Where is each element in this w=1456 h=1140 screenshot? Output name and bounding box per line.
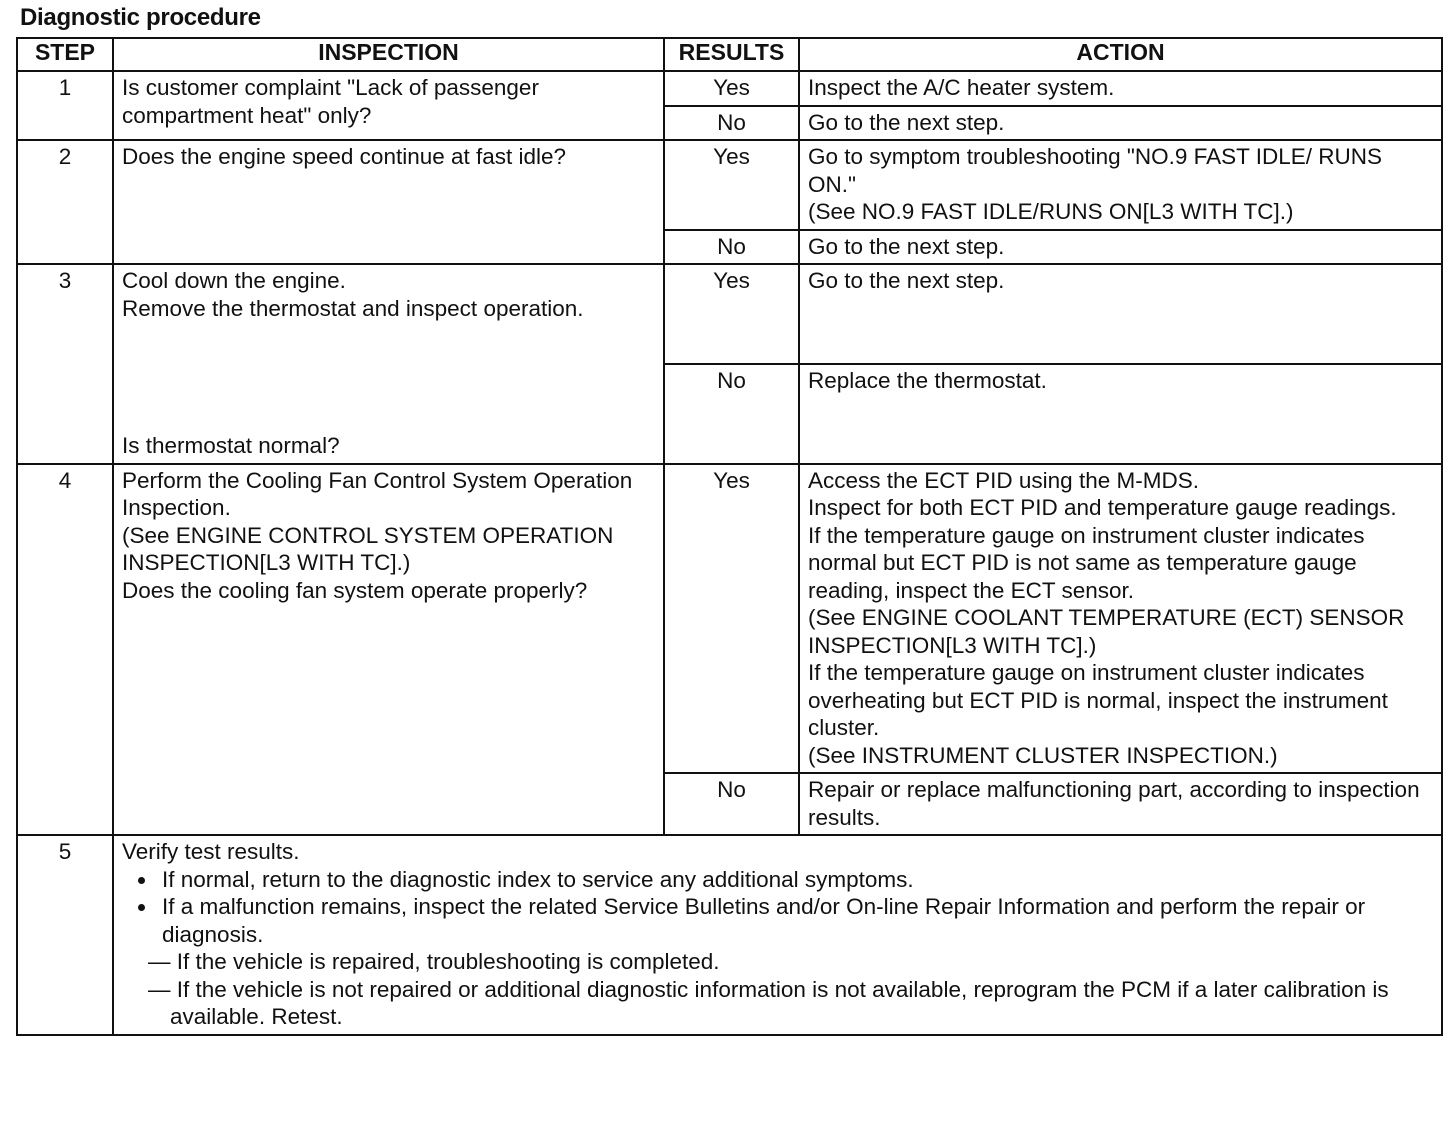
result-yes: Yes bbox=[664, 264, 799, 364]
verify-intro: Verify test results. bbox=[122, 839, 300, 864]
header-action: ACTION bbox=[799, 38, 1442, 71]
action-line: If the temperature gauge on instrument cluster indicates normal but ECT PID is not same as temperature gauge reading, inspect the ECT sensor. bbox=[808, 522, 1365, 603]
table-row bbox=[17, 71, 1442, 106]
inspection-line: Remove the thermostat and inspect operation. bbox=[122, 295, 584, 321]
list-item: • If normal, return to the diagnostic index to service any additional symptoms. bbox=[158, 866, 1433, 894]
action-cell bbox=[799, 140, 1442, 230]
verify-bullet-list bbox=[122, 866, 1433, 949]
table-row bbox=[17, 464, 1442, 774]
step-number: 3 bbox=[17, 264, 113, 464]
inspection-cell: Is customer complaint "Lack of passenger compartment heat" only? bbox=[113, 71, 664, 140]
step-number: 2 bbox=[17, 140, 113, 264]
inspection-line: Perform the Cooling Fan Control System Operation Inspection. bbox=[122, 467, 633, 520]
result-yes: Yes bbox=[664, 140, 799, 230]
action-line: Access the ECT PID using the M-MDS. bbox=[808, 467, 1199, 493]
header-row bbox=[17, 38, 1442, 71]
header-results: RESULTS bbox=[664, 38, 799, 71]
result-yes: Yes bbox=[664, 464, 799, 774]
page-title: Diagnostic procedure bbox=[20, 4, 261, 31]
inspection-cell bbox=[113, 464, 664, 836]
action-line: Inspect for both ECT PID and temperature gauge readings. bbox=[808, 495, 1397, 520]
action-line: Go to symptom troubleshooting "NO.9 FAST IDLE/ RUNS ON." bbox=[808, 144, 1383, 197]
action-cell: Inspect the A/C heater system. bbox=[799, 71, 1442, 106]
list-item: • If a malfunction remains, inspect the related Service Bulletins and/or On-line Repair Information and perform the repair or diagnosis. bbox=[158, 893, 1433, 948]
header-step: STEP bbox=[17, 38, 113, 71]
action-line: If the temperature gauge on instrument cluster indicates overheating but ECT PID is normal, inspect the instrument cluster. bbox=[808, 660, 1388, 740]
sub-item: — If the vehicle is not repaired or additional diagnostic information is not available, reprogram the PCM if a later calibration is available. Retest. bbox=[148, 976, 1389, 1029]
table-row bbox=[17, 264, 1442, 364]
sub-item: — If the vehicle is repaired, troubleshooting is completed. bbox=[148, 949, 720, 974]
inspection-question: Is thermostat normal? bbox=[122, 433, 340, 458]
inspection-cell bbox=[113, 264, 664, 464]
action-cell: Go to the next step. bbox=[799, 264, 1442, 364]
result-no: No bbox=[664, 364, 799, 464]
action-cell bbox=[799, 464, 1442, 774]
inspection-cell: Does the engine speed continue at fast idle? bbox=[113, 140, 664, 264]
step-number: 4 bbox=[17, 464, 113, 836]
action-reference: (See INSTRUMENT CLUSTER INSPECTION.) bbox=[808, 742, 1278, 768]
inspection-reference: (See ENGINE CONTROL SYSTEM OPERATION INSPECTION[L3 WITH TC].) bbox=[122, 522, 614, 575]
action-reference: (See NO.9 FAST IDLE/RUNS ON[L3 WITH TC].) bbox=[808, 199, 1294, 224]
result-no: No bbox=[664, 230, 799, 265]
result-yes: Yes bbox=[664, 71, 799, 106]
action-cell: Repair or replace malfunctioning part, according to inspection results. bbox=[799, 773, 1442, 835]
action-cell: Replace the thermostat. bbox=[799, 364, 1442, 464]
header-inspection: INSPECTION bbox=[113, 38, 664, 71]
verify-cell bbox=[113, 835, 1442, 1035]
action-cell: Go to the next step. bbox=[799, 230, 1442, 265]
result-no: No bbox=[664, 106, 799, 141]
result-no: No bbox=[664, 773, 799, 835]
inspection-question: Does the cooling fan system operate properly? bbox=[122, 577, 588, 603]
step-number: 5 bbox=[17, 835, 113, 1035]
inspection-line: Cool down the engine. bbox=[122, 268, 346, 293]
diagnostic-table bbox=[16, 37, 1443, 1036]
step-number: 1 bbox=[17, 71, 113, 140]
table-row bbox=[17, 835, 1442, 1035]
action-cell: Go to the next step. bbox=[799, 106, 1442, 141]
table-row bbox=[17, 140, 1442, 230]
action-reference: (See ENGINE COOLANT TEMPERATURE (ECT) SENSOR INSPECTION[L3 WITH TC].) bbox=[808, 605, 1405, 658]
